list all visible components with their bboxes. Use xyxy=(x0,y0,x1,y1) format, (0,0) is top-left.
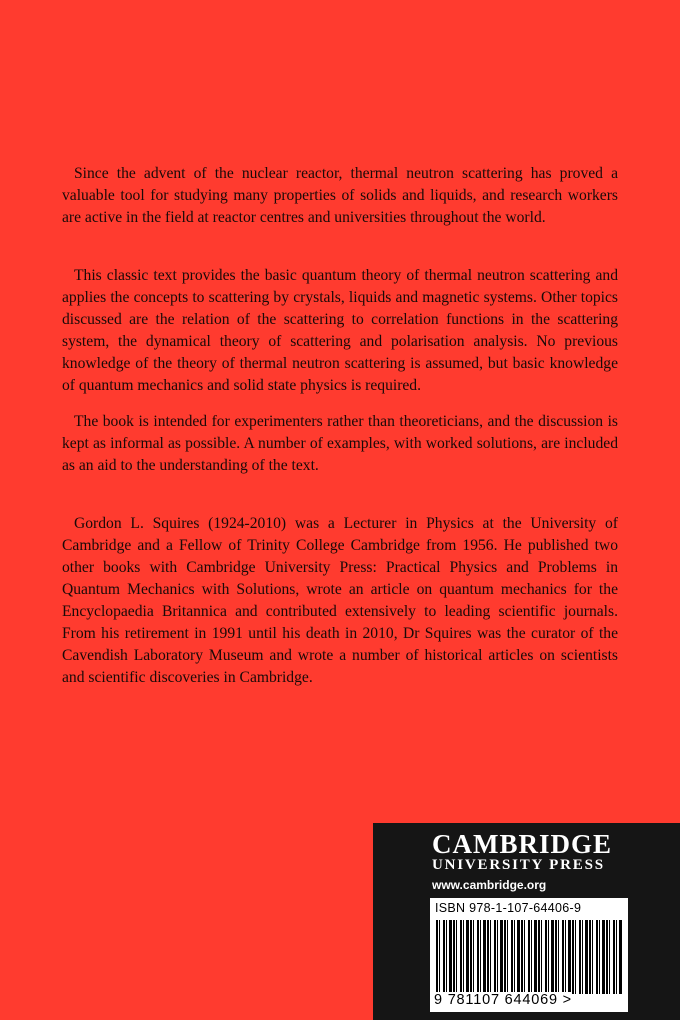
publisher-box xyxy=(373,823,680,1020)
description-paragraph-3: The book is intended for experimenters rather than theoreticians, and the discussion is kept as informal as possible. A number of examples, with worked solutions, are included as an aid to the understanding of the text. xyxy=(62,413,618,474)
publisher-subtitle: UNIVERSITY PRESS xyxy=(432,857,605,873)
isbn-label: ISBN 978-1-107-64406-9 xyxy=(435,901,582,915)
barcode-digits: 9 781107 644069 > xyxy=(434,992,572,1008)
publisher-name: CAMBRIDGE xyxy=(432,829,613,859)
description-paragraph-1: Since the advent of the nuclear reactor, thermal neutron scattering has proved a valuable tool for studying many properties of solids and liquids, and research workers are active in the field at reactor centres and universities throughout the world. xyxy=(62,165,618,226)
description-paragraph-2: This classic text provides the basic quantum theory of thermal neutron scattering and applies the concepts to scattering by crystals, liquids and magnetic systems. Other topics discussed are the relation of the scattering to correlation functions in the scattering system, the dynamical theory of scattering and polarisation analysis. No previous knowledge of the theory of thermal neutron scattering is assumed, but basic knowledge of quantum mechanics and solid state physics is required. xyxy=(62,267,618,394)
barcode-panel xyxy=(430,898,628,1012)
barcode-icon xyxy=(436,920,622,994)
publisher-url: www.cambridge.org xyxy=(432,878,547,892)
author-bio: Gordon L. Squires (1924-2010) was a Lecturer in Physics at the University of Cambridge and a Fellow of Trinity College Cambridge from 1956. He published two other books with Cambridge University Press: Practical Physics and Problems in Quantum Mechanics with Solutions, wrote an article on quantum mechanics for the Encyclopaedia Britannica and contributed extensively to leading scientific journals. From his retirement in 1991 until his death in 2010, Dr Squires was the curator of the Cavendish Laboratory Museum and wrote a number of historical articles on scientists and scientific discoveries in Cambridge. xyxy=(62,515,618,686)
